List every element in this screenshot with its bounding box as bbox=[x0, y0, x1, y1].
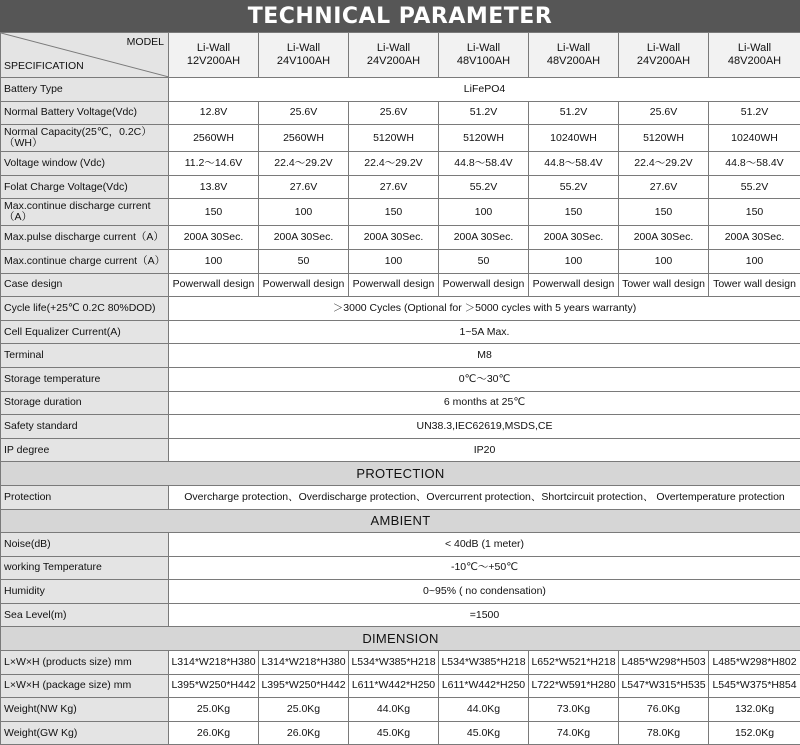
float-charge-label: Folat Charge Voltage(Vdc) bbox=[1, 175, 169, 199]
gross-weight-value: 45.0Kg bbox=[349, 721, 439, 745]
model-header-6 bbox=[619, 33, 709, 78]
net-weight-value: 44.0Kg bbox=[349, 698, 439, 722]
normal-voltage-value: 51.2V bbox=[439, 101, 529, 125]
model-spec: 24V200AH bbox=[637, 55, 690, 67]
normal-capacity-value: 10240WH bbox=[529, 125, 619, 152]
voltage-window-value: 22.4～29.2V bbox=[349, 152, 439, 176]
voltage-window-value: 11.2～14.6V bbox=[169, 152, 259, 176]
header-row bbox=[1, 33, 800, 78]
humidity-row bbox=[1, 580, 800, 604]
gross-weight-value: 26.0Kg bbox=[259, 721, 349, 745]
normal-capacity-value: 5120WH bbox=[349, 125, 439, 152]
model-name: Li-Wall bbox=[287, 42, 320, 54]
voltage-window-label: Voltage window (Vdc) bbox=[1, 152, 169, 176]
model-header-1 bbox=[169, 33, 259, 78]
normal-capacity-value: 5120WH bbox=[619, 125, 709, 152]
pulse-discharge-value: 200A 30Sec. bbox=[709, 226, 800, 250]
model-name: Li-Wall bbox=[197, 42, 230, 54]
case-design-value: Tower wall design bbox=[619, 273, 709, 297]
pulse-discharge-value: 200A 30Sec. bbox=[169, 226, 259, 250]
humidity-label: Humidity bbox=[1, 580, 169, 604]
model-name: Li-Wall bbox=[377, 42, 410, 54]
model-header-4 bbox=[439, 33, 529, 78]
max-discharge-value: 150 bbox=[709, 199, 800, 226]
net-weight-value: 132.0Kg bbox=[709, 698, 800, 722]
package-size-value: L545*W375*H854 bbox=[709, 674, 800, 698]
net-weight-value: 25.0Kg bbox=[169, 698, 259, 722]
normal-voltage-value: 25.6V bbox=[259, 101, 349, 125]
voltage-window-value: 44.8～58.4V bbox=[529, 152, 619, 176]
max-discharge-value: 100 bbox=[259, 199, 349, 226]
case-design-value: Powerwall design bbox=[529, 273, 619, 297]
cycle-life-value: ＞3000 Cycles (Optional for ＞5000 cycles with 5 years warranty) bbox=[169, 297, 800, 321]
max-discharge-value: 150 bbox=[349, 199, 439, 226]
protection-section-row bbox=[1, 462, 800, 486]
voltage-window-value: 44.8～58.4V bbox=[439, 152, 529, 176]
ambient-section-heading: AMBIENT bbox=[1, 509, 800, 533]
header-corner-cell bbox=[1, 33, 169, 78]
float-charge-value: 55.2V bbox=[709, 175, 800, 199]
normal-voltage-row bbox=[1, 101, 800, 125]
case-design-row bbox=[1, 273, 800, 297]
cell-equalizer-value: 1~5A Max. bbox=[169, 320, 800, 344]
specification-label: SPECIFICATION bbox=[4, 60, 84, 73]
package-size-value: L395*W250*H442 bbox=[259, 674, 349, 698]
normal-capacity-label: Normal Capacity(25℃，0.2C）（WH） bbox=[1, 125, 169, 152]
ambient-section-row bbox=[1, 509, 800, 533]
pulse-discharge-value: 200A 30Sec. bbox=[259, 226, 349, 250]
net-weight-value: 25.0Kg bbox=[259, 698, 349, 722]
noise-row bbox=[1, 533, 800, 557]
package-size-label: L×W×H (package size) mm bbox=[1, 674, 169, 698]
terminal-label: Terminal bbox=[1, 344, 169, 368]
normal-voltage-value: 25.6V bbox=[619, 101, 709, 125]
package-size-value: L722*W591*H280 bbox=[529, 674, 619, 698]
cell-equalizer-row bbox=[1, 320, 800, 344]
max-charge-value: 50 bbox=[259, 249, 349, 273]
pulse-discharge-value: 200A 30Sec. bbox=[529, 226, 619, 250]
storage-temperature-value: 0℃～30℃ bbox=[169, 367, 800, 391]
safety-standard-label: Safety standard bbox=[1, 415, 169, 439]
dimension-section-heading: DIMENSION bbox=[1, 627, 800, 651]
ip-degree-value: IP20 bbox=[169, 438, 800, 462]
voltage-window-value: 22.4～29.2V bbox=[259, 152, 349, 176]
ip-degree-row bbox=[1, 438, 800, 462]
max-discharge-label: Max.continue discharge current（A） bbox=[1, 199, 169, 226]
package-size-value: L611*W442*H250 bbox=[349, 674, 439, 698]
max-charge-value: 100 bbox=[349, 249, 439, 273]
cell-equalizer-label: Cell Equalizer Current(A) bbox=[1, 320, 169, 344]
gross-weight-value: 26.0Kg bbox=[169, 721, 259, 745]
model-name: Li-Wall bbox=[647, 42, 680, 54]
product-size-label: L×W×H (products size) mm bbox=[1, 651, 169, 675]
gross-weight-value: 78.0Kg bbox=[619, 721, 709, 745]
gross-weight-value: 45.0Kg bbox=[439, 721, 529, 745]
protection-label: Protection bbox=[1, 485, 169, 509]
pulse-discharge-value: 200A 30Sec. bbox=[349, 226, 439, 250]
model-header-5 bbox=[529, 33, 619, 78]
net-weight-value: 44.0Kg bbox=[439, 698, 529, 722]
working-temperature-value: -10℃～+50℃ bbox=[169, 556, 800, 580]
noise-value: < 40dB (1 meter) bbox=[169, 533, 800, 557]
storage-duration-row bbox=[1, 391, 800, 415]
package-size-value: L611*W442*H250 bbox=[439, 674, 529, 698]
float-charge-value: 27.6V bbox=[349, 175, 439, 199]
model-name: Li-Wall bbox=[738, 42, 771, 54]
case-design-value: Powerwall design bbox=[439, 273, 529, 297]
pulse-discharge-row bbox=[1, 226, 800, 250]
sea-level-row bbox=[1, 603, 800, 627]
pulse-discharge-label: Max.pulse discharge current（A） bbox=[1, 226, 169, 250]
cycle-life-row bbox=[1, 297, 800, 321]
package-size-value: L547*W315*H535 bbox=[619, 674, 709, 698]
model-name: Li-Wall bbox=[557, 42, 590, 54]
normal-capacity-row bbox=[1, 125, 800, 152]
normal-voltage-label: Normal Battery Voltage(Vdc) bbox=[1, 101, 169, 125]
model-spec: 24V200AH bbox=[367, 55, 420, 67]
max-discharge-value: 150 bbox=[529, 199, 619, 226]
model-header-3 bbox=[349, 33, 439, 78]
normal-voltage-value: 51.2V bbox=[709, 101, 800, 125]
sea-level-label: Sea Level(m) bbox=[1, 603, 169, 627]
product-size-value: L534*W385*H218 bbox=[439, 651, 529, 675]
voltage-window-value: 44.8～58.4V bbox=[709, 152, 800, 176]
net-weight-value: 73.0Kg bbox=[529, 698, 619, 722]
max-charge-value: 100 bbox=[709, 249, 800, 273]
working-temperature-label: working Temperature bbox=[1, 556, 169, 580]
model-spec: 48V200AH bbox=[547, 55, 600, 67]
normal-capacity-value: 10240WH bbox=[709, 125, 800, 152]
product-size-value: L652*W521*H218 bbox=[529, 651, 619, 675]
pulse-discharge-value: 200A 30Sec. bbox=[439, 226, 529, 250]
gross-weight-row bbox=[1, 721, 800, 745]
model-label: MODEL bbox=[127, 36, 164, 49]
max-charge-value: 50 bbox=[439, 249, 529, 273]
model-header-2 bbox=[259, 33, 349, 78]
gross-weight-value: 74.0Kg bbox=[529, 721, 619, 745]
page-title: TECHNICAL PARAMETER bbox=[0, 0, 800, 32]
max-discharge-value: 100 bbox=[439, 199, 529, 226]
safety-standard-value: UN38.3,IEC62619,MSDS,CE bbox=[169, 415, 800, 439]
storage-temperature-label: Storage temperature bbox=[1, 367, 169, 391]
model-name: Li-Wall bbox=[467, 42, 500, 54]
battery-type-label: Battery Type bbox=[1, 78, 169, 102]
humidity-value: 0~95% ( no condensation) bbox=[169, 580, 800, 604]
net-weight-label: Weight(NW Kg) bbox=[1, 698, 169, 722]
product-size-value: L314*W218*H380 bbox=[169, 651, 259, 675]
product-size-value: L314*W218*H380 bbox=[259, 651, 349, 675]
storage-duration-label: Storage duration bbox=[1, 391, 169, 415]
normal-voltage-value: 12.8V bbox=[169, 101, 259, 125]
normal-capacity-value: 5120WH bbox=[439, 125, 529, 152]
model-spec: 48V200AH bbox=[728, 55, 781, 67]
gross-weight-value: 152.0Kg bbox=[709, 721, 800, 745]
case-design-value: Powerwall design bbox=[169, 273, 259, 297]
terminal-value: M8 bbox=[169, 344, 800, 368]
net-weight-value: 76.0Kg bbox=[619, 698, 709, 722]
voltage-window-value: 22.4～29.2V bbox=[619, 152, 709, 176]
normal-voltage-value: 51.2V bbox=[529, 101, 619, 125]
float-charge-value: 55.2V bbox=[439, 175, 529, 199]
sea-level-value: =1500 bbox=[169, 603, 800, 627]
noise-label: Noise(dB) bbox=[1, 533, 169, 557]
storage-duration-value: 6 months at 25℃ bbox=[169, 391, 800, 415]
max-discharge-row bbox=[1, 199, 800, 226]
case-design-label: Case design bbox=[1, 273, 169, 297]
net-weight-row bbox=[1, 698, 800, 722]
model-spec: 24V100AH bbox=[277, 55, 330, 67]
normal-capacity-value: 2560WH bbox=[169, 125, 259, 152]
product-size-value: L534*W385*H218 bbox=[349, 651, 439, 675]
float-charge-value: 13.8V bbox=[169, 175, 259, 199]
cycle-life-label: Cycle life(+25℃ 0.2C 80%DOD) bbox=[1, 297, 169, 321]
terminal-row bbox=[1, 344, 800, 368]
ip-degree-label: IP degree bbox=[1, 438, 169, 462]
battery-type-value: LiFePO4 bbox=[169, 78, 800, 102]
case-design-value: Tower wall design bbox=[709, 273, 800, 297]
pulse-discharge-value: 200A 30Sec. bbox=[619, 226, 709, 250]
package-size-value: L395*W250*H442 bbox=[169, 674, 259, 698]
voltage-window-row bbox=[1, 152, 800, 176]
product-size-value: L485*W298*H802 bbox=[709, 651, 800, 675]
max-discharge-value: 150 bbox=[169, 199, 259, 226]
spec-table bbox=[0, 32, 800, 745]
float-charge-row bbox=[1, 175, 800, 199]
case-design-value: Powerwall design bbox=[259, 273, 349, 297]
storage-temperature-row bbox=[1, 367, 800, 391]
float-charge-value: 27.6V bbox=[259, 175, 349, 199]
protection-section-heading: PROTECTION bbox=[1, 462, 800, 486]
normal-capacity-value: 2560WH bbox=[259, 125, 349, 152]
model-spec: 48V100AH bbox=[457, 55, 510, 67]
model-header-7 bbox=[709, 33, 800, 78]
max-charge-row bbox=[1, 249, 800, 273]
product-size-row bbox=[1, 651, 800, 675]
max-discharge-value: 150 bbox=[619, 199, 709, 226]
max-charge-value: 100 bbox=[169, 249, 259, 273]
package-size-row bbox=[1, 674, 800, 698]
gross-weight-label: Weight(GW Kg) bbox=[1, 721, 169, 745]
max-charge-value: 100 bbox=[529, 249, 619, 273]
product-size-value: L485*W298*H503 bbox=[619, 651, 709, 675]
working-temperature-row bbox=[1, 556, 800, 580]
float-charge-value: 55.2V bbox=[529, 175, 619, 199]
case-design-value: Powerwall design bbox=[349, 273, 439, 297]
safety-standard-row bbox=[1, 415, 800, 439]
protection-row bbox=[1, 485, 800, 509]
model-spec: 12V200AH bbox=[187, 55, 240, 67]
max-charge-label: Max.continue charge current（A） bbox=[1, 249, 169, 273]
battery-type-row bbox=[1, 78, 800, 102]
float-charge-value: 27.6V bbox=[619, 175, 709, 199]
max-charge-value: 100 bbox=[619, 249, 709, 273]
normal-voltage-value: 25.6V bbox=[349, 101, 439, 125]
protection-value: Overcharge protection、Overdischarge protection、Overcurrent protection、Shortcircuit protection、 Overtemperature protection bbox=[169, 485, 800, 509]
dimension-section-row bbox=[1, 627, 800, 651]
